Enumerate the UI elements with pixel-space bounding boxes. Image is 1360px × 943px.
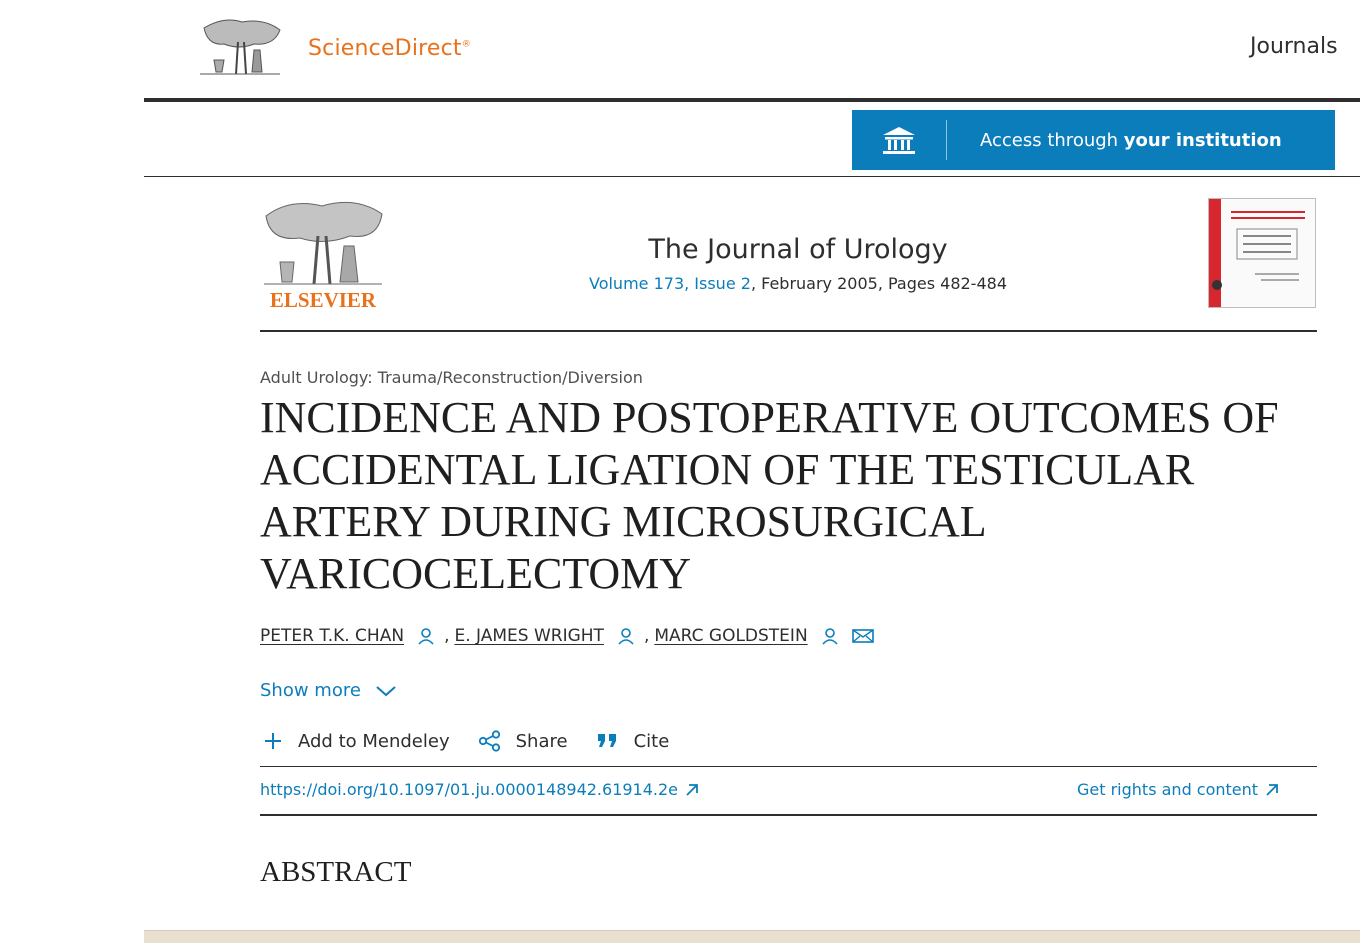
cite-label: Cite (633, 730, 670, 752)
cite-button[interactable] (596, 731, 670, 752)
plus-icon (262, 730, 284, 752)
chevron-down-icon (375, 684, 397, 698)
person-icon[interactable] (616, 626, 636, 646)
volume-issue-link[interactable]: Volume 173, Issue 2 (588, 274, 751, 293)
doi-text: https://doi.org/10.1097/01.ju.0000148942.61914.2e (260, 780, 679, 799)
journal-cover-thumbnail[interactable] (1208, 198, 1316, 308)
add-to-mendeley-button[interactable] (262, 730, 450, 752)
author-separator: , (444, 626, 450, 646)
journal-title[interactable]: The Journal of Urology (648, 234, 948, 265)
person-icon[interactable] (820, 626, 840, 646)
institution-icon (852, 110, 946, 170)
header-divider (144, 98, 1360, 102)
share-icon (478, 730, 502, 752)
article-title: INCIDENCE AND POSTOPERATIVE OUTCOMES OF ACCIDENTAL LIGATION OF THE TESTICULAR ARTERY DURING MICROSURGICAL VARICOCELECTOMY (260, 393, 1279, 598)
mendeley-label: Add to Mendeley (298, 730, 450, 752)
access-button-label: Access through your institution (980, 129, 1282, 151)
author-list (260, 626, 882, 646)
access-institution-button[interactable] (852, 110, 1335, 170)
quote-icon (596, 731, 620, 751)
author-separator: , (643, 626, 650, 646)
external-link-icon (1264, 782, 1280, 798)
article-category: Adult Urology: Trauma/Reconstruction/Diversion (260, 368, 643, 387)
elsevier-publisher-logo[interactable] (260, 196, 386, 310)
journal-issue-info (560, 274, 1036, 293)
toolbar-divider (144, 176, 1360, 177)
share-button[interactable] (478, 730, 568, 752)
rights-text: Get rights and content (1077, 780, 1259, 799)
person-icon[interactable] (416, 626, 436, 646)
issue-date-pages: , February 2005, Pages 482-484 (750, 274, 1007, 293)
abstract-heading: ABSTRACT (260, 856, 412, 888)
nav-journals[interactable]: Journals (1250, 34, 1338, 59)
author-1-link[interactable]: PETER T.K. CHAN (260, 626, 405, 646)
rights-link[interactable] (1077, 780, 1280, 799)
elsevier-tree-logo[interactable] (194, 16, 284, 78)
share-label: Share (515, 730, 568, 752)
doi-divider-bottom (260, 814, 1317, 816)
email-icon[interactable] (852, 628, 874, 644)
show-more-toggle[interactable] (260, 680, 397, 701)
article-actions (262, 730, 697, 752)
external-link-icon (684, 782, 700, 798)
doi-link[interactable] (260, 780, 700, 799)
sciencedirect-brand[interactable]: ScienceDirect® (308, 36, 471, 61)
bottom-overlay-strip (144, 930, 1360, 943)
elsevier-wordmark: ELSEVIER (269, 288, 377, 310)
banner-divider (260, 330, 1317, 332)
show-more-label: Show more (260, 680, 361, 701)
doi-divider-top (260, 766, 1317, 767)
author-2-link[interactable]: E. JAMES WRIGHT (454, 626, 604, 646)
author-3-link[interactable]: MARC GOLDSTEIN (654, 626, 808, 646)
